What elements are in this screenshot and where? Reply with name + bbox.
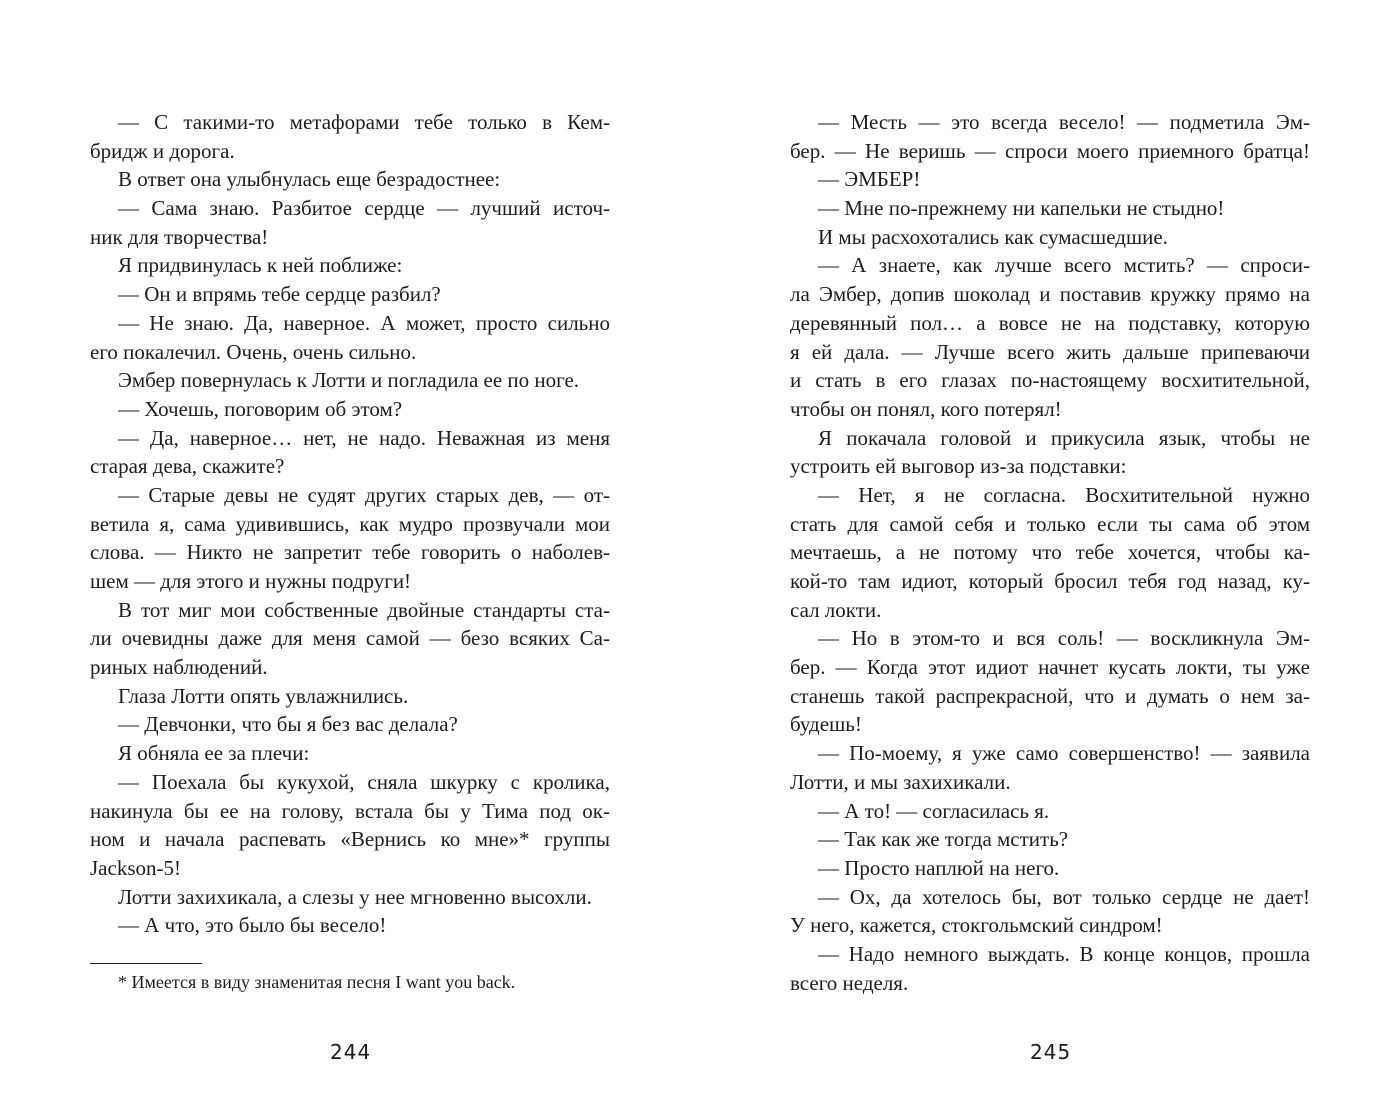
- text-line: шем — для этого и нужны подруги!: [90, 569, 412, 593]
- text-line: — Месть — это всегда весело! — подметила Эм-: [818, 110, 1310, 134]
- text-line: — Да, наверное… нет, не надо. Неважная из меня: [118, 425, 610, 450]
- text-line: Jackson-5!: [90, 855, 181, 880]
- text-line: ли очевидны даже для меня самой — безо всяких Са-: [90, 626, 610, 651]
- text-line: — Так как же тогда мстить?: [818, 827, 1069, 852]
- footnote-rule: [90, 963, 202, 964]
- text-line: В тот миг мои собственные двойные стандарты ста-: [118, 597, 610, 622]
- text-line: — Мне по-прежнему ни капельки не стыдно!: [818, 196, 1225, 221]
- text-line: У него, кажется, стокгольмский синдром!: [790, 913, 1163, 938]
- text-line: мечтаешь, а не потому что тебе хочется, чтобы ка-: [790, 540, 1310, 565]
- text-line: — Не знаю. Да, наверное. А может, просто сильно: [118, 310, 610, 335]
- text-line: станешь такой распрекрасной, что и думать о нем за-: [790, 683, 1310, 708]
- text-line: — Хочешь, поговорим об этом?: [118, 396, 403, 421]
- page-number-left: 244: [330, 1040, 372, 1064]
- text-line: Глаза Лотти опять увлажнились.: [118, 683, 409, 708]
- text-line: слова. — Никто не запретит тебе говорить о наболев-: [90, 540, 610, 565]
- text-line: ник для творчества!: [90, 224, 269, 249]
- text-line: ла Эмбер, допив шоколад и поставив кружку прямо на: [790, 282, 1310, 307]
- right-page-text: [790, 108, 1310, 997]
- text-line: — С такими-то метафорами тебе только в Кем-: [118, 110, 610, 134]
- text-line: — Сама знаю. Разбитое сердце — лучший источ-: [118, 196, 610, 221]
- text-line: бер. — Не веришь — спроси моего приемного братца!: [790, 138, 1310, 163]
- text-line: кой-то там идиот, который бросил тебя год назад, ку-: [790, 569, 1310, 593]
- page-number-right: 245: [1030, 1040, 1072, 1064]
- text-line: — А то! — согласилась я.: [818, 798, 1050, 823]
- text-line: В ответ она улыбнулась еще безрадостнее:: [118, 167, 501, 192]
- text-line: — По-моему, я уже само совершенство! — заявила: [818, 741, 1310, 766]
- text-line: ветила я, сама удивившись, как мудро прозвучали мои: [90, 511, 610, 536]
- text-line: сал локти.: [790, 597, 882, 622]
- text-line: И мы расхохотались как сумасшедшие.: [818, 224, 1168, 249]
- text-line: — Просто наплюй на него.: [818, 855, 1060, 880]
- text-line: — Ох, да хотелось бы, вот только сердце не дает!: [818, 884, 1310, 909]
- text-line: — Старые девы не судят других старых дев, — от-: [118, 482, 610, 507]
- text-line: бер. — Когда этот идиот начнет кусать локти, ты уже: [790, 655, 1310, 680]
- text-line: Эмбер повернулась к Лотти и погладила ее по ноге.: [118, 368, 580, 393]
- text-line: ном и начала распевать «Вернись ко мне»* группы: [90, 827, 610, 852]
- text-line: устроить ей выговор из-за подставки:: [790, 454, 1127, 479]
- text-line: Лотти, и мы захихикали.: [790, 769, 1011, 794]
- text-line: — Нет, я не согласна. Восхитительной нужно: [818, 482, 1310, 507]
- text-line: Я придвинулась к ней поближе:: [118, 253, 403, 278]
- footnote: * Имеется в виду знаменитая песня I want you back.: [118, 972, 516, 992]
- text-line: чтобы он понял, кого потерял!: [790, 396, 1062, 421]
- text-line: — ЭМБЕР!: [818, 167, 921, 192]
- text-line: стать для самой себя и только если ты сама об этом: [790, 511, 1310, 536]
- text-line: я ей дала. — Лучше всего жить дальше припеваючи: [790, 339, 1310, 364]
- text-line: Я покачала головой и прикусила язык, чтобы не: [818, 425, 1310, 450]
- text-line: Я обняла ее за плечи:: [118, 741, 310, 766]
- text-line: всего неделя.: [790, 970, 909, 995]
- text-line: — Надо немного выждать. В конце концов, прошла: [818, 941, 1310, 966]
- text-line: — Но в этом-то и вся соль! — воскликнула Эм-: [818, 626, 1310, 651]
- text-line: старая дева, скажите?: [90, 454, 285, 479]
- text-line: Лотти захихикала, а слезы у нее мгновенно высохли.: [118, 884, 592, 909]
- text-line: будешь!: [790, 712, 862, 737]
- left-page-text: [90, 108, 610, 940]
- text-line: бридж и дорога.: [90, 138, 235, 163]
- text-line: — Девчонки, что бы я без вас делала?: [118, 712, 458, 737]
- text-line: — Он и впрямь тебе сердце разбил?: [118, 282, 441, 307]
- text-line: — А что, это было бы весело!: [118, 913, 387, 938]
- text-line: деревянный пол… а вовсе не на подставку, которую: [790, 310, 1310, 335]
- text-line: накинула бы ее на голову, встала бы у Тима под ок-: [90, 798, 610, 823]
- text-line: его покалечил. Очень, очень сильно.: [90, 339, 417, 364]
- text-line: — Поехала бы кукухой, сняла шкурку с кролика,: [118, 769, 610, 794]
- text-line: — А знаете, как лучше всего мстить? — спроси-: [818, 253, 1310, 278]
- text-line: и стать в его глазах по-настоящему восхитительной,: [790, 368, 1310, 393]
- text-line: риных наблюдений.: [90, 655, 268, 680]
